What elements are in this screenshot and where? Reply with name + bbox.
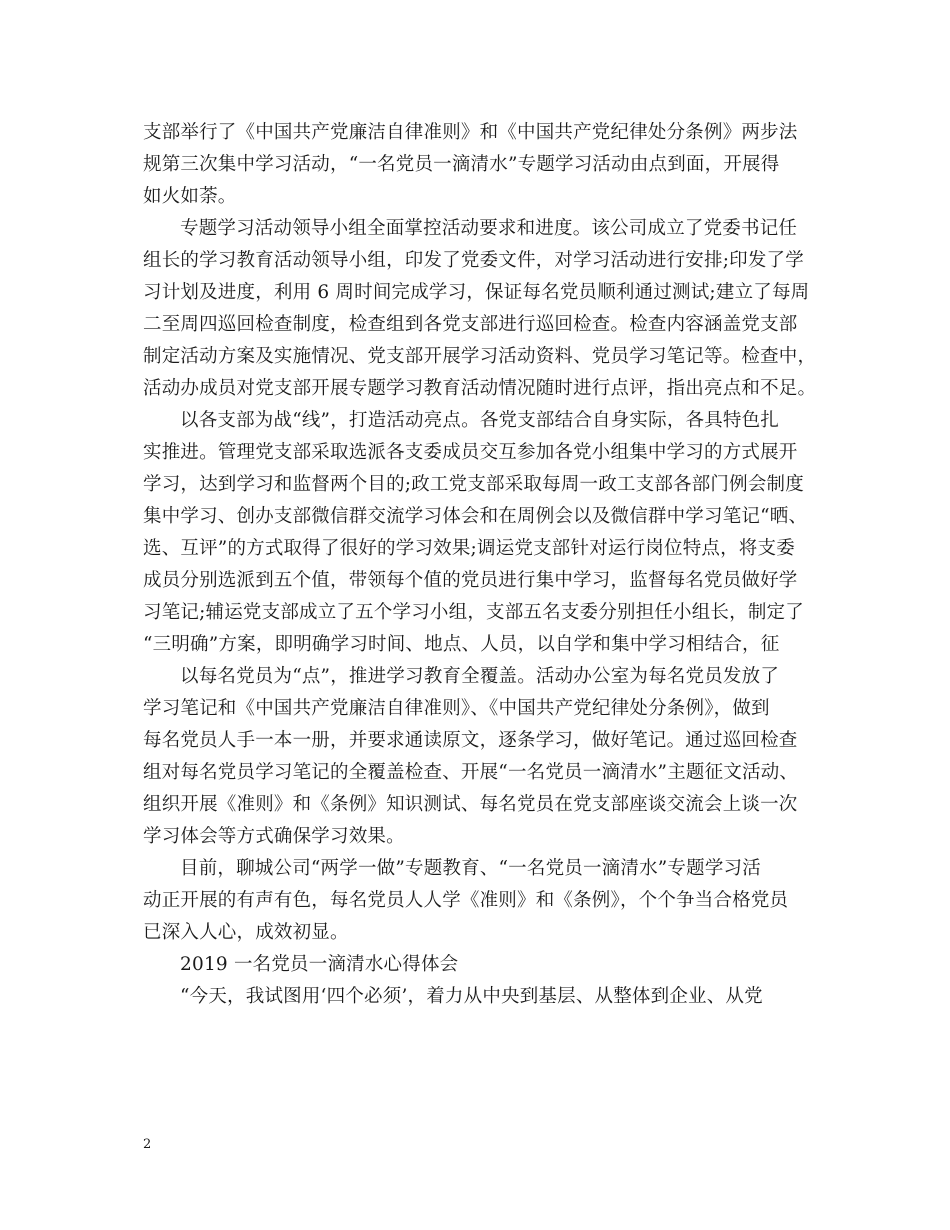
text-line: 实推进。管理党支部采取选派各支委成员交互参加各党小组集中学习的方式展开 — [143, 442, 798, 463]
text-line: 组长的学习教育活动领导小组，印发了党委文件，对学习活动进行安排;印发了学 — [143, 250, 804, 271]
text-line: 制定活动方案及实施情况、党支部开展学习活动资料、党员学习笔记等。检查中， — [143, 346, 817, 367]
text-line: 二至周四巡回检查制度，检查组到各党支部进行巡回检查。检查内容涵盖党支部 — [143, 314, 798, 335]
text-line: 成员分别选派到五个值，带领每个值的党员进行集中学习，监督每名党员做好学 — [143, 570, 798, 591]
text-line: 选、互评”的方式取得了很好的学习效果;调运党支部针对运行岗位特点，将支委 — [143, 538, 795, 559]
page-number: 2 — [143, 1137, 152, 1152]
text-line: 集中学习、创办支部微信群交流学习体会和在周例会以及微信群中学习笔记“晒、 — [143, 506, 808, 527]
text-line: 组对每名党员学习笔记的全覆盖检查、开展“一名党员一滴清水”主题征文活动、 — [143, 762, 799, 783]
section-heading: 2019 一名党员一滴清水心得体会 — [180, 954, 459, 975]
text-line: 学习体会等方式确保学习效果。 — [143, 826, 405, 847]
text-line: 动正开展的有声有色，每名党员人人学《准则》和《条例》，个个争当合格党员 — [143, 890, 789, 911]
text-line: 学习笔记和《中国共产党廉洁自律准则》、《中国共产党纪律处分条例》，做到 — [143, 698, 770, 719]
text-line: 活动办成员对党支部开展专题学习教育活动情况随时进行点评，指出亮点和不足。 — [143, 378, 817, 399]
text-line: 规第三次集中学习活动，“一名党员一滴清水”专题学习活动由点到面，开展得 — [143, 154, 780, 175]
text-line: 每名党员人手一本一册，并要求通读原文，逐条学习，做好笔记。通过巡回检查 — [143, 730, 798, 751]
text-line: 习笔记;辅运党支部成立了五个学习小组，支部五名支委分别担任小组长，制定了 — [143, 602, 804, 623]
paragraph-first-line: 以每名党员为“点”，推进学习教育全覆盖。活动办公室为每名党员发放了 — [180, 666, 780, 687]
paragraph-first-line: 目前，聊城公司“两学一做”专题教育、“一名党员一滴清水”专题学习活 — [180, 858, 761, 879]
text-line: 已深入人心，成效初显。 — [143, 922, 349, 943]
text-line: 如火如荼。 — [143, 186, 237, 207]
body-text — [143, 117, 817, 1013]
text-line: 支部举行了《中国共产党廉洁自律准则》和《中国共产党纪律处分条例》两步法 — [143, 122, 798, 143]
text-line: 组织开展《准则》和《条例》知识测试、每名党员在党支部座谈交流会上谈一次 — [143, 794, 798, 815]
paragraph-first-line: 专题学习活动领导小组全面掌控活动要求和进度。该公司成立了党委书记任 — [180, 218, 798, 239]
text-line: 习计划及进度，利用 6 周时间完成学习，保证每名党员顺利通过测试;建立了每周 — [143, 282, 810, 303]
text-line: 学习，达到学习和监督两个目的;政工党支部采取每周一政工支部各部门例会制度 — [143, 474, 804, 495]
paragraph-first-line: “今天，我试图用‘四个必须’，着力从中央到基层、从整体到企业、从党 — [180, 986, 763, 1007]
paragraph-first-line: 以各支部为战“线”，打造活动亮点。各党支部结合自身实际，各具特色扎 — [180, 410, 780, 431]
text-line: “三明确”方案，即明确学习时间、地点、人员，以自学和集中学习相结合，征 — [143, 634, 780, 655]
